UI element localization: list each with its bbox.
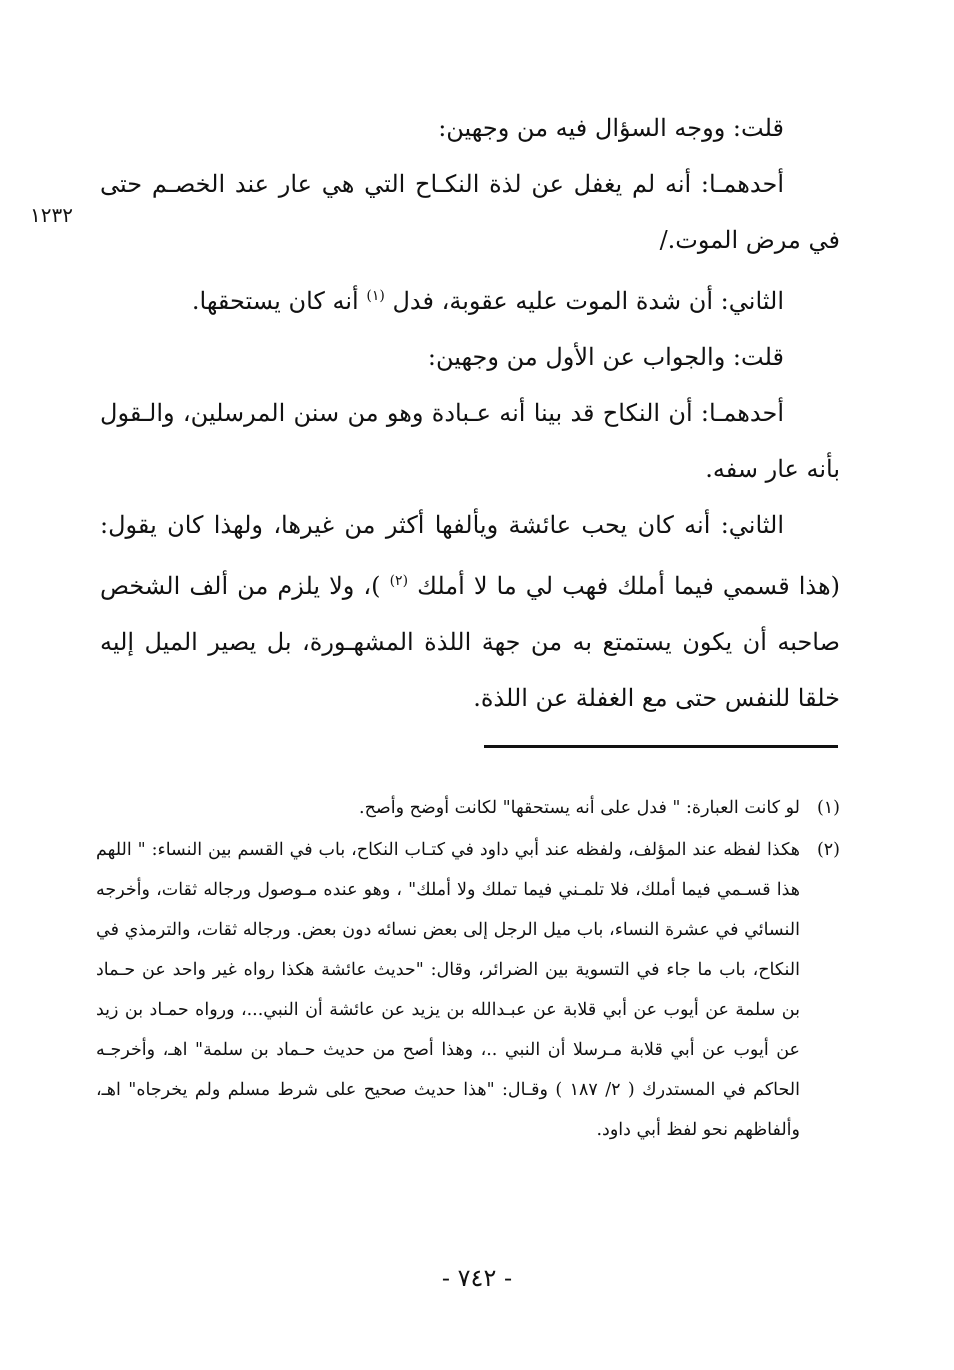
paragraph-4: قلت: والجواب عن الأول من وجهين: — [427, 343, 784, 371]
paragraph-6 — [100, 497, 840, 726]
footnote-2 — [96, 830, 840, 1150]
footnote-2-text: هكذا لفظه عند المؤلف، ولفظه عند أبي داود في كتـاب النكاح، باب في القسم بين النساء: " اللهم هذا قسـمي فيما أملك، فلا تلمـني فيما تملك ولا أملك" ، وهو عنده مـوصول ورجاله ثقات، وأخرجه النسائي في عشرة النساء، باب ميل الرجل إلى بعض نسائه دون بعض. ورجاله ثقات، والترمذي في النكاح، باب ما جاء في التسوية بين الضرائر، وقال: "حديث عائشة هكذا رواه غير واحد عن حـماد بن سلمة عن أيوب عن أبي قلابة عن عبـدالله بن يزيد عن عائشة أن النبي...، ورواه حمـاد بن زيد عن أيوب عن أبي قلابة مـرسلا أن النبي ..، وهذا أصح من حديث حـماد بن سلمة" اهـ، وأخرجـه الحاكم في المستدرك ( ٢/ ١٨٧ ) وقـال: "هذا حديث صحيح على شرط مسلم ولم يخرجاه" اهـ، وألفاظهم نحو لفظ أبي داود. — [96, 840, 800, 1140]
paragraph-5: أحدهمـا: أن النكاح قد بينا أنه عـبادة وهو من سنن المرسلين، والـقول بأنه عار سفه. — [100, 399, 840, 483]
footnote-separator — [484, 745, 838, 748]
paragraph-3-text-after: أنه كان يستحقها. — [191, 287, 359, 315]
paragraph-2: أحدهمـا: أنه لم يغفل عن لذة النكـاح التي هي عار عند الخصـم حتى في مرض الموت./ — [100, 170, 840, 254]
footnote-ref-2[interactable]: (٢) — [389, 573, 409, 589]
footnote-1-number: (١) — [816, 798, 840, 818]
footnote-1-text: لو كانت العبارة: " فدل على أنه يستحقها" لكانت أوضح وأصح. — [359, 798, 800, 818]
footnote-1 — [96, 788, 840, 828]
paragraph-1: قلت: ووجه السؤال فيه من وجهين: — [438, 114, 784, 142]
footnote-ref-1[interactable]: (١) — [366, 288, 385, 304]
paragraph-6-text-after: )، ولا يلزم من ألف الشخص صاحبه أن يكون يستمتع به من جهة اللذة المشهـورة، بل يصير الميل إليه خلقا للنفس حتى مع الغفلة عن اللذة. — [100, 572, 840, 712]
paragraph-3-text-before: الثاني: أن شدة الموت عليه عقوبة، فدل — [392, 287, 784, 315]
footnote-2-number: (٢) — [816, 840, 840, 860]
paragraph-3 — [100, 268, 840, 329]
page-number: - ٧٤٢ - — [441, 1264, 513, 1292]
margin-page-reference: ١٢٣٢ — [30, 203, 73, 227]
paragraph-6-text-before: الثاني: أنه كان يحب عائشة ويألفها أكثر من غيرها، ولهذا كان يقول: (هذا قسمي فيما أملك فهب لي ما لا أملك — [100, 511, 840, 600]
main-text — [100, 100, 840, 726]
footnotes — [96, 788, 840, 1152]
